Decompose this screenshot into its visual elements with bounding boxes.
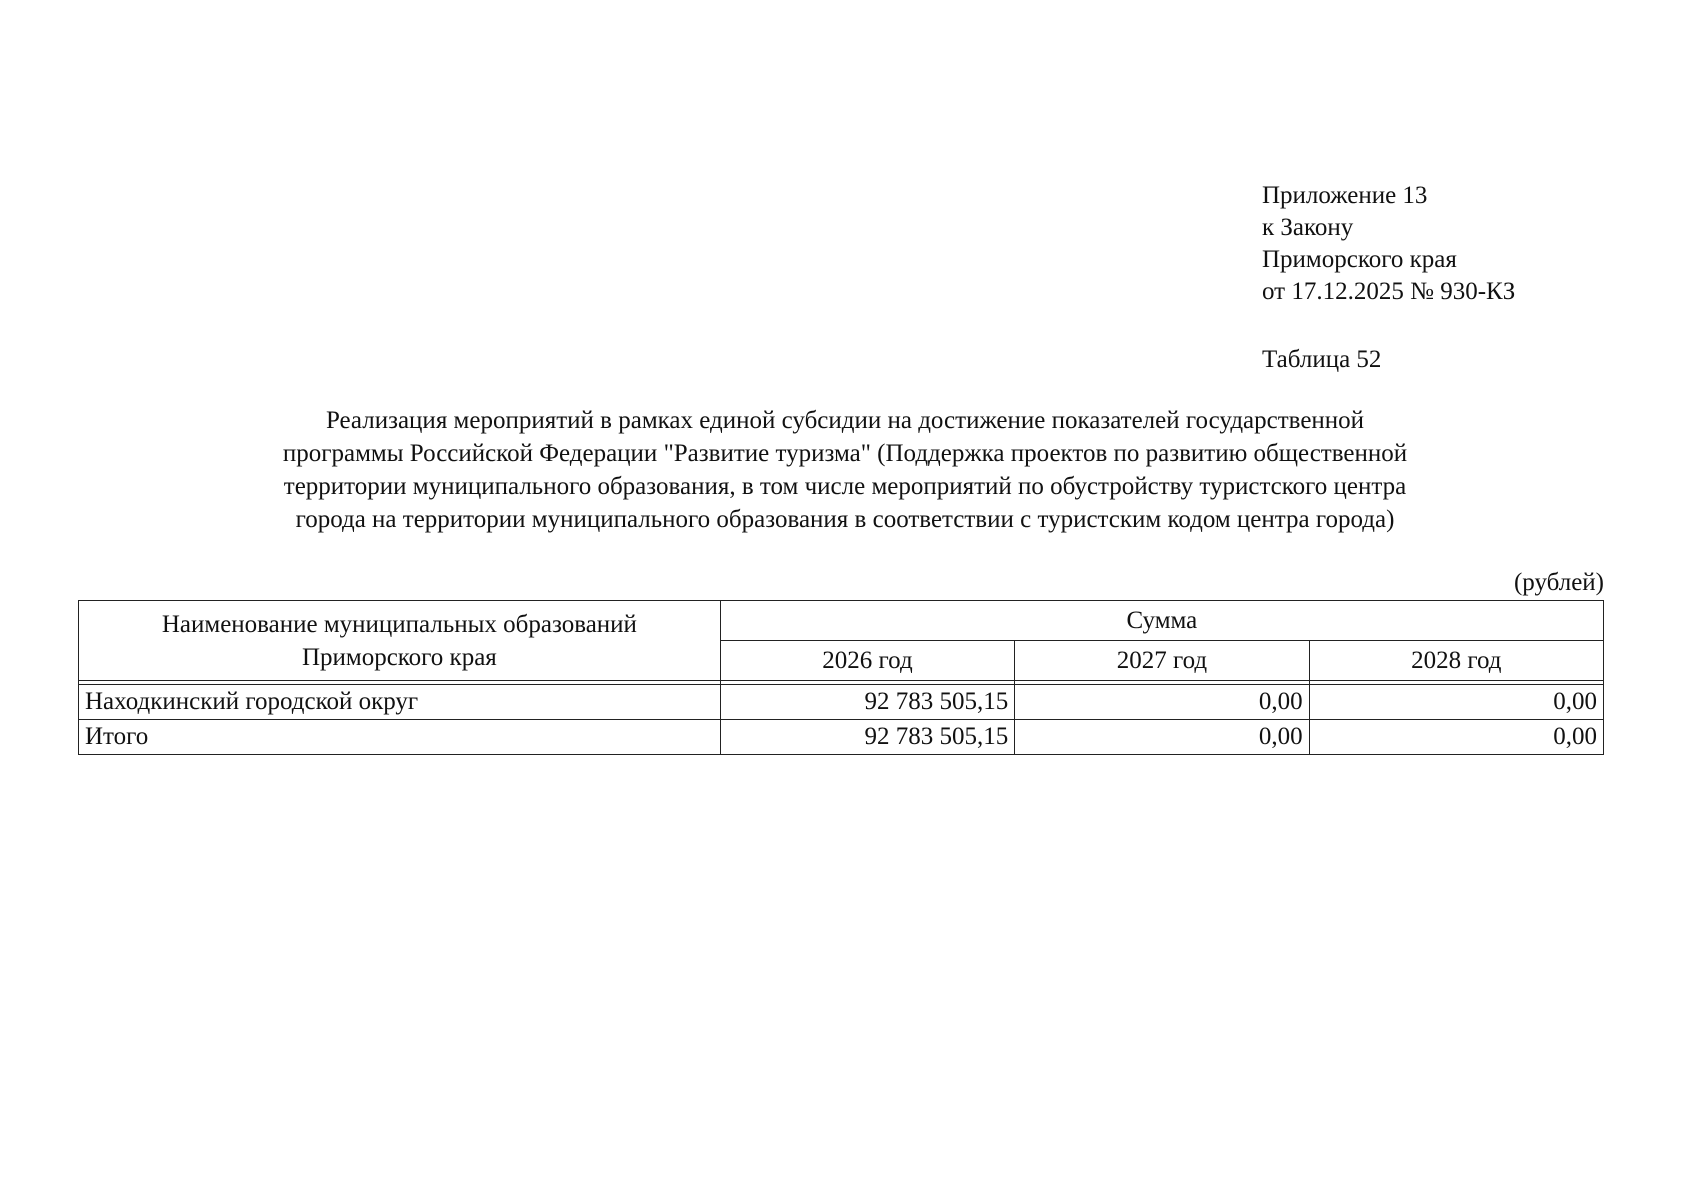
total-2028: 0,00	[1309, 720, 1603, 755]
appendix-header	[1262, 180, 1515, 308]
header-year-2028: 2028 год	[1309, 641, 1603, 681]
header-municipality	[79, 601, 721, 681]
municipality-name: Находкинский городской округ	[79, 685, 721, 720]
amount-2026: 92 783 505,15	[720, 685, 1014, 720]
document-title	[150, 404, 1540, 536]
title-line-4: города на территории муниципального образования в соответствии с туристским кодом центра города)	[295, 506, 1395, 533]
header-year-2027: 2027 год	[1015, 641, 1309, 681]
title-line-1: Реализация мероприятий в рамках единой субсидии на достижение показателей государственной	[325, 407, 1365, 434]
appendix-line-2: к Закону	[1262, 214, 1354, 241]
units-label: (рублей)	[1513, 569, 1604, 596]
total-row	[79, 720, 1604, 755]
header-municipality-line-2: Приморского края	[301, 643, 497, 671]
total-2026: 92 783 505,15	[720, 720, 1014, 755]
appendix-line-1: Приложение 13	[1262, 182, 1428, 209]
amount-2027: 0,00	[1015, 685, 1309, 720]
funding-table	[78, 600, 1604, 755]
total-label: Итого	[79, 720, 721, 755]
header-sum: Сумма	[720, 601, 1603, 641]
table-row	[79, 685, 1604, 720]
table-header-row	[79, 601, 1604, 641]
header-municipality-line-1: Наименование муниципальных образований	[161, 610, 637, 638]
table-number: Таблица 52	[1262, 346, 1382, 373]
appendix-line-3: Приморского края	[1262, 246, 1457, 273]
appendix-line-4: от 17.12.2025 № 930-КЗ	[1262, 278, 1516, 305]
header-year-2026: 2026 год	[720, 641, 1014, 681]
title-line-3: территории муниципального образования, в том числе мероприятий по обустройству туристского центра	[283, 473, 1407, 500]
title-line-2: программы Российской Федерации "Развитие туризма" (Поддержка проектов по развитию общественной	[282, 440, 1408, 467]
amount-2028: 0,00	[1309, 685, 1603, 720]
total-2027: 0,00	[1015, 720, 1309, 755]
